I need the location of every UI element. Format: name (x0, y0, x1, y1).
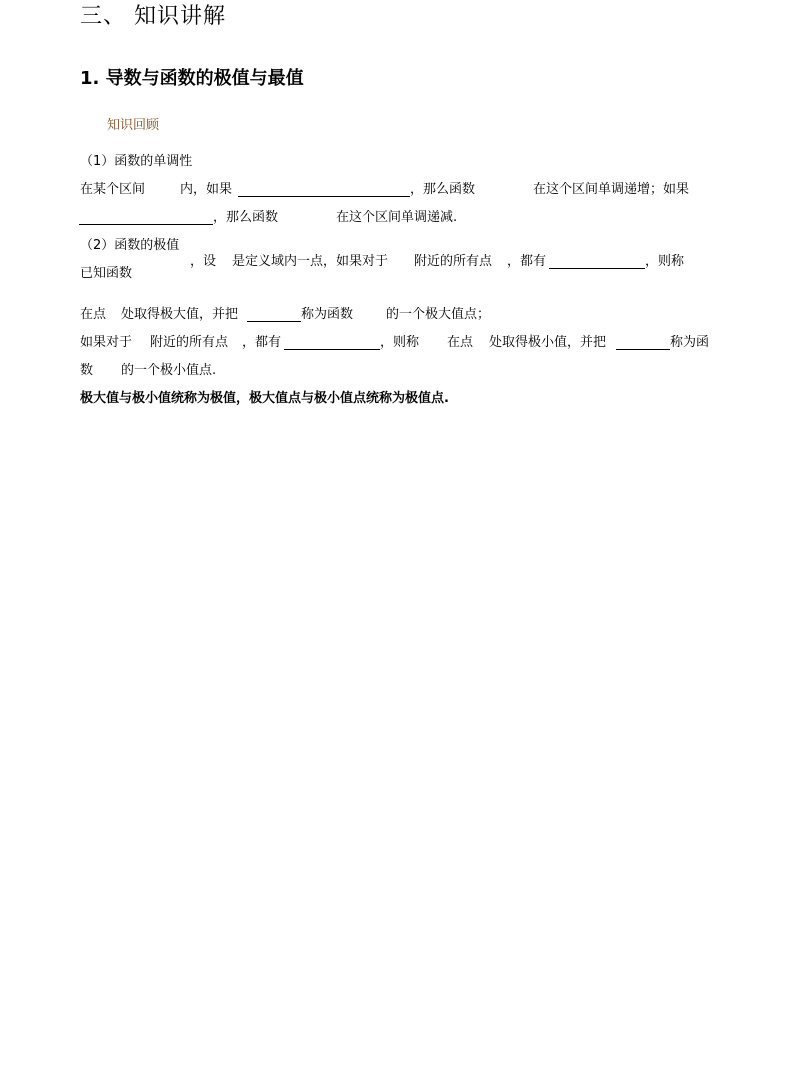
review-label: 知识回顾 (107, 118, 160, 133)
part2-line3-e: 在点 (447, 335, 474, 350)
part2-line1-e: ，则称 (645, 254, 685, 269)
part2-line3-f: 处取得极小值，并把 (489, 335, 607, 350)
part2-line4-b: 的一个极小值点. (121, 363, 217, 378)
blank-max-condition (549, 268, 645, 269)
part2-line3-a: 如果对于 (80, 335, 133, 350)
part1-line2-a: ，那么函数 (213, 210, 279, 225)
part1-heading: （1）函数的单调性 (80, 154, 193, 169)
part2-heading: （2）函数的极值 (80, 238, 180, 253)
part2-line3-g: 称为函 (670, 335, 710, 350)
part1-line1-a: 在某个区间 (80, 182, 146, 197)
part2-line3-d: ，则称 (380, 335, 420, 350)
part2-intro: 已知函数 (80, 266, 133, 281)
part2-line4-a: 数 (80, 363, 94, 378)
part1-line1-b: 内，如果 (180, 182, 233, 197)
blank-condition-decreasing (79, 224, 213, 225)
part2-line1-d: ，都有 (507, 254, 547, 269)
part2-line1-a: ，设 (190, 254, 217, 269)
part2-line2-b: 处取得极大值，并把 (121, 307, 239, 322)
summary-statement: 极大值与极小值统称为极值，极大值点与极小值点统称为极值点. (80, 391, 449, 406)
blank-max-point (247, 321, 301, 322)
part1-line1-c: ，那么函数 (410, 182, 476, 197)
part1-line2-b: 在这个区间单调递减. (336, 210, 458, 225)
section-title: 三、 知识讲解 (80, 4, 226, 29)
part2-line1-c: 附近的所有点 (414, 254, 493, 269)
part2-line3-c: ，都有 (242, 335, 282, 350)
subsection-title: 1. 导数与函数的极值与最值 (80, 68, 304, 89)
part2-line2-a: 在点 (80, 307, 107, 322)
part2-line3-b: 附近的所有点 (150, 335, 229, 350)
blank-min-condition (284, 349, 380, 350)
part2-line1-b: 是定义域内一点，如果对于 (232, 254, 389, 269)
part2-line2-d: 的一个极大值点； (386, 307, 491, 322)
blank-condition-increasing (238, 196, 410, 197)
blank-min-point (616, 349, 670, 350)
part1-line1-d: 在这个区间单调递增；如果 (533, 182, 690, 197)
part2-line2-c: 称为函数 (301, 307, 354, 322)
